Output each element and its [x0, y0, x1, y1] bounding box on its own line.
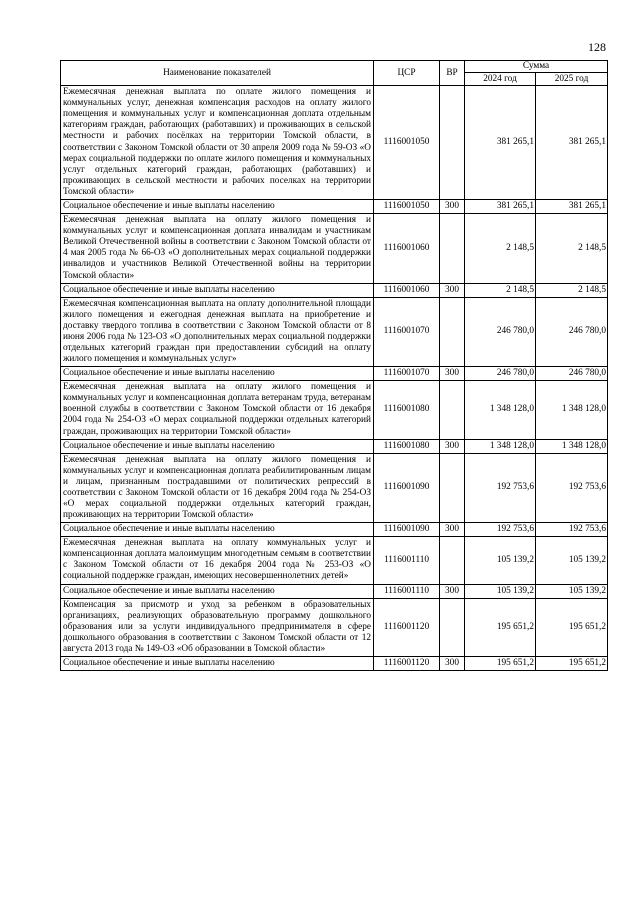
- row-sum-2025: 381 265,1: [536, 200, 608, 214]
- row-csr: 1116001050: [374, 86, 440, 200]
- table-row: [61, 297, 608, 367]
- row-sum-2024: 381 265,1: [465, 86, 536, 200]
- row-csr: 1116001090: [374, 523, 440, 537]
- row-name: Социальное обеспечение и иные выплаты населению: [61, 367, 374, 381]
- budget-table: [60, 60, 608, 671]
- table-row: [61, 367, 608, 381]
- row-vr: [440, 214, 465, 284]
- row-name: Компенсация за присмотр и уход за ребенком в образовательных организациях, реализующих образовательную программу дошкольного образования или за услуги индивидуального предпринимателя в сфере дошкольного образования в соответствии с Законом Томской области от 12 августа 2013 года № 149-ОЗ «Об образовании в Томской области»: [61, 598, 374, 656]
- row-name: Социальное обеспечение и иные выплаты населению: [61, 584, 374, 598]
- table-row: [61, 657, 608, 671]
- row-csr: 1116001070: [374, 297, 440, 367]
- row-csr: 1116001070: [374, 367, 440, 381]
- row-sum-2024: 246 780,0: [465, 297, 536, 367]
- row-name: Социальное обеспечение и иные выплаты населению: [61, 283, 374, 297]
- header-year-2024: 2024 год: [465, 73, 536, 86]
- table-row: [61, 439, 608, 453]
- row-sum-2025: 246 780,0: [536, 297, 608, 367]
- table-row: [61, 283, 608, 297]
- row-name: Ежемесячная компенсационная выплата на оплату дополнительной площади жилого помещения и ежегодная денежная выплата на приобретение и доставку твердого топлива в соответствии с Законом Томской области от 8 июня 2006 года № 123-ОЗ «О дополнительных мерах социальной поддержки отдельных категорий граждан при предоставлении субсидий на оплату жилого помещения и коммунальных услуг»: [61, 297, 374, 367]
- row-name: Ежемесячная денежная выплата на оплату жилого помещения и коммунальных услуг и компенсационная доплата ветеранам труда, ветеранам военной службы в соответствии с Законом Томской области от 16 декабря 2004 года № 254-ОЗ «О мерах социальной поддержки отдельных категорий граждан, проживающих на территории Томской области»: [61, 381, 374, 439]
- row-vr: [440, 453, 465, 523]
- row-sum-2024: 195 651,2: [465, 598, 536, 656]
- row-sum-2024: 192 753,6: [465, 453, 536, 523]
- row-sum-2025: 195 651,2: [536, 598, 608, 656]
- header-csr: ЦСР: [374, 61, 440, 86]
- row-sum-2024: 246 780,0: [465, 367, 536, 381]
- row-csr: 1116001090: [374, 453, 440, 523]
- table-row: [61, 381, 608, 439]
- table-row: [61, 598, 608, 656]
- row-vr: [440, 86, 465, 200]
- row-name: Социальное обеспечение и иные выплаты населению: [61, 657, 374, 671]
- row-csr: 1116001060: [374, 283, 440, 297]
- row-sum-2025: 2 148,5: [536, 283, 608, 297]
- table-row: [61, 537, 608, 584]
- header-vr: ВР: [440, 61, 465, 86]
- row-sum-2025: 105 139,2: [536, 584, 608, 598]
- row-csr: 1116001060: [374, 214, 440, 284]
- row-name: Социальное обеспечение и иные выплаты населению: [61, 523, 374, 537]
- row-sum-2024: 2 148,5: [465, 214, 536, 284]
- row-vr: [440, 537, 465, 584]
- row-sum-2025: 192 753,6: [536, 453, 608, 523]
- header-name: Наименование показателей: [61, 61, 374, 86]
- row-sum-2024: 192 753,6: [465, 523, 536, 537]
- row-csr: 1116001120: [374, 657, 440, 671]
- header-year-2025: 2025 год: [536, 73, 608, 86]
- row-sum-2024: 105 139,2: [465, 584, 536, 598]
- row-sum-2025: 381 265,1: [536, 86, 608, 200]
- row-sum-2024: 1 348 128,0: [465, 381, 536, 439]
- row-vr: 300: [440, 584, 465, 598]
- row-vr: 300: [440, 367, 465, 381]
- table-row: [61, 453, 608, 523]
- row-sum-2025: 105 139,2: [536, 537, 608, 584]
- row-vr: 300: [440, 283, 465, 297]
- row-vr: 300: [440, 200, 465, 214]
- row-vr: 300: [440, 523, 465, 537]
- row-sum-2025: 2 148,5: [536, 214, 608, 284]
- row-sum-2025: 1 348 128,0: [536, 439, 608, 453]
- table-row: [61, 584, 608, 598]
- row-name: Ежемесячная денежная выплата по оплате жилого помещения и коммунальных услуг, денежная компенсация расходов на оплату жилого помещения и коммунальных услуг и компенсационная доплата отдельным категориям граждан, работающих (работавших) и проживающих в сельской местности и рабочих посёлках на территории Томской области, в соответствии с Законом Томской области от 30 апреля 2009 года № 59-ОЗ «О мерах социальной поддержки по оплате жилого помещения и коммунальных услуг отдельных категорий граждан, работающих (работавших) и проживающих в сельской местности и рабочих поселках на территории Томской области»: [61, 86, 374, 200]
- row-sum-2025: 1 348 128,0: [536, 381, 608, 439]
- header-sum: Сумма: [465, 61, 608, 73]
- table-row: [61, 86, 608, 200]
- row-sum-2024: 1 348 128,0: [465, 439, 536, 453]
- table-row: [61, 523, 608, 537]
- row-sum-2024: 105 139,2: [465, 537, 536, 584]
- row-csr: 1116001080: [374, 381, 440, 439]
- row-sum-2024: 195 651,2: [465, 657, 536, 671]
- row-csr: 1116001050: [374, 200, 440, 214]
- row-name: Социальное обеспечение и иные выплаты населению: [61, 439, 374, 453]
- page-number: 128: [588, 40, 606, 54]
- row-csr: 1116001120: [374, 598, 440, 656]
- table-row: [61, 200, 608, 214]
- row-name: Социальное обеспечение и иные выплаты населению: [61, 200, 374, 214]
- row-vr: 300: [440, 657, 465, 671]
- table-row: [61, 214, 608, 284]
- row-sum-2024: 2 148,5: [465, 283, 536, 297]
- row-name: Ежемесячная денежная выплата на оплату жилого помещения и коммунальных услуг и компенсационная доплата реабилитированным лицам и лицам, признанным пострадавшими от политических репрессий в соответствии с Законом Томской области от 16 декабря 2004 года № 254-ОЗ «О мерах социальной поддержки отдельных категорий граждан, проживающих на территории Томской области»: [61, 453, 374, 523]
- row-name: Ежемесячная денежная выплата на оплату жилого помещения и коммунальных услуг и компенсационная доплата инвалидам и участникам Великой Отечественной войны в соответствии с Законом Томской области от 4 мая 2005 года № 66-ОЗ «О дополнительных мерах социальной поддержки инвалидов и участников Великой Отечественной войны на территории Томской области»: [61, 214, 374, 284]
- table-body: [61, 86, 608, 671]
- row-name: Ежемесячная денежная выплата на оплату коммунальных услуг и компенсационная доплата малоимущим многодетным семьям в соответствии с Законом Томской области от 16 декабря 2004 года № 253-ОЗ «О социальной поддержке граждан, имеющих несовершеннолетних детей»: [61, 537, 374, 584]
- row-vr: [440, 598, 465, 656]
- row-vr: [440, 297, 465, 367]
- row-sum-2025: 195 651,2: [536, 657, 608, 671]
- row-vr: 300: [440, 439, 465, 453]
- row-vr: [440, 381, 465, 439]
- row-csr: 1116001080: [374, 439, 440, 453]
- row-csr: 1116001110: [374, 584, 440, 598]
- row-sum-2024: 381 265,1: [465, 200, 536, 214]
- row-sum-2025: 246 780,0: [536, 367, 608, 381]
- row-csr: 1116001110: [374, 537, 440, 584]
- row-sum-2025: 192 753,6: [536, 523, 608, 537]
